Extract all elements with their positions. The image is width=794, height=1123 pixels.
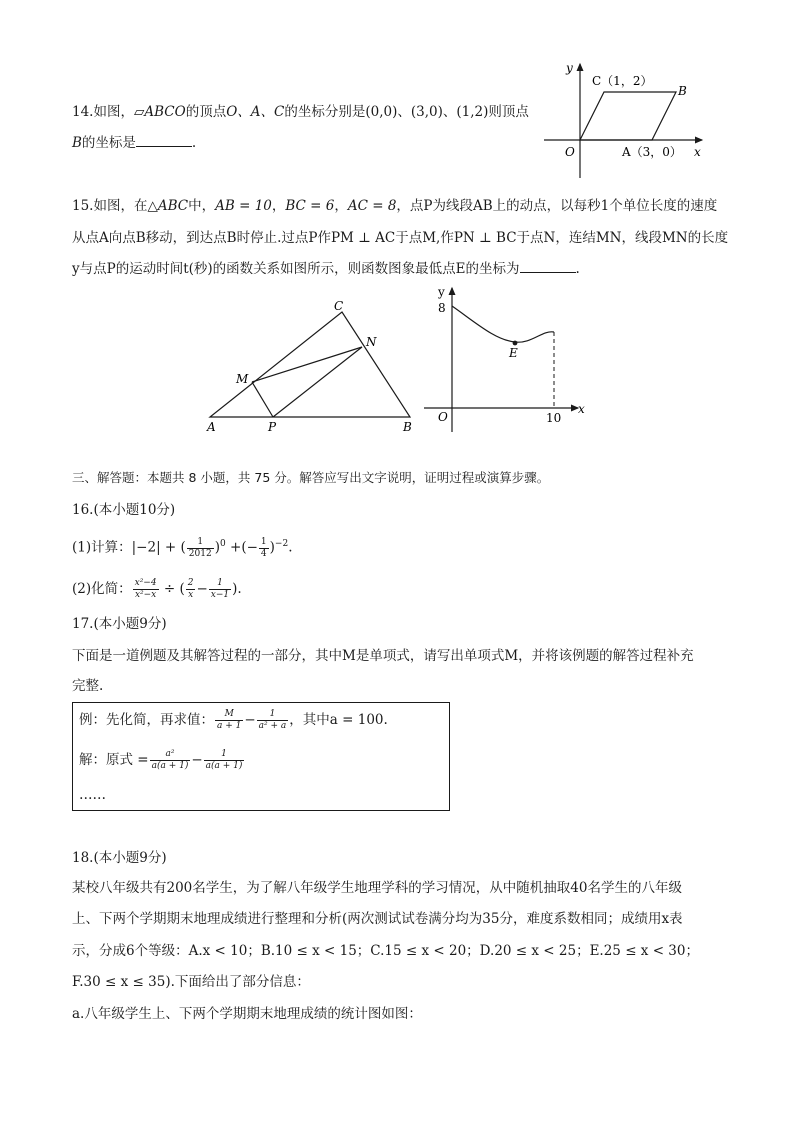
q16-p2-div: ÷ ( [159,581,185,597]
q15-end: . [575,261,580,277]
q15-label-n: N [366,335,377,349]
q15-label-a: A [207,420,216,434]
section-3-heading: 三、解答题：本题共 8 小题，共 75 分。解答应写出文字说明，证明过程或演算步骤。 [72,470,550,485]
q16-part-2 [72,578,242,601]
q15-l1-b: 中， [188,198,216,214]
q16-p2-minus: − [196,581,208,597]
q16-p1-label: (1)计算： [72,539,132,556]
q15-point-e [513,341,518,346]
q14-parallelogram [580,92,676,140]
q14-point-b: B [72,135,82,151]
q18-line-5: a.八年级学生上、下两个学期期末地理成绩的统计图如图： [72,1006,422,1022]
q14-text-a: 的顶点 [185,104,227,120]
q18-line-4: F.30 ≤ x ≤ 35).下面给出了部分信息： [72,974,310,990]
q15-graph-label-o: O [438,410,448,424]
q15-l3: y与点P的运动时间t(秒)的函数关系如图所示，则函数图象最低点E的坐标为 [72,261,520,277]
q15-ab: AB = 10 [215,198,272,214]
q17-header: 17.(本小题9分) [72,616,167,632]
q15-line-2: 从点A向点B移动，到达点B时停止.过点P作PM ⊥ AC于点M,作PN ⊥ BC于点N，连结MN，线段MN的长度 [72,230,729,246]
q15-line-3 [72,259,580,279]
q15-triangle-figure [200,296,425,438]
q16-p1-exp2: −2 [274,539,289,549]
q15-triangle: △ABC [147,198,189,214]
q15-bc: BC = 6 [285,198,335,214]
q14-prefix: 如图， [93,104,134,120]
q14-label-b: B [678,84,687,98]
q17-line-1: 下面是一道例题及其解答过程的一部分，其中M是单项式，请写出单项式M，并将该例题的解答过程补充 [72,648,694,664]
q14-text-c: 则顶点 [488,104,529,120]
q14-end: . [191,135,197,151]
q15-number: 15. [72,198,94,214]
q15-line-1: 15.如图，在△ABC中，AB = 10，BC = 6，AC = 8，点P为线段AB上的动点，以每秒1个单位长度的速度 [72,198,718,214]
q14-line-1 [72,102,529,122]
q17-line-2: 完整. [72,678,104,694]
q14-shape-name: ABCO [144,104,186,120]
q17-box-minus: − [244,712,256,728]
q16-header: 16.(本小题10分) [72,502,176,518]
q14-line-2 [72,133,196,153]
q15-label-b: B [403,420,412,434]
q16-part-1 [72,534,293,560]
q15-graph-curve [452,306,554,342]
q16-p1-close: ) [269,539,275,556]
q16-p1-end: . [288,539,293,556]
q16-p2-fraction-3: $\frac{1}{x-1}$ [210,578,230,600]
q16-p1-plus: +(− [225,539,258,556]
q16-p2-fraction-2: $\frac{2}{x}$ [187,578,194,600]
q15-ac: AC = 8 [347,198,397,214]
q17-box-minus-2: − [191,752,203,768]
q15-l1-a: 如图，在 [93,198,148,214]
q15-triangle-abc [210,312,410,417]
q16-p2-label: (2)化简： [72,581,132,597]
q16-p1-mid: ) [214,539,220,556]
q14-label-c: C（1，2） [592,74,653,88]
q18-line-1: 某校八年级共有200名学生，为了解八年级学生地理学科的学习情况，从中随机抽取40名学生的八年级 [72,880,682,896]
q15-label-p: P [268,420,277,434]
q17-box-line-3: …… [79,787,106,803]
q14-text-b: 的坐标分别是 [284,104,366,120]
q17-box-fraction-1: $\frac{M}{a + 1}$ [217,709,242,731]
q17-box-l2-a: 解：原式 = [79,752,149,768]
q17-box-l1-b: ，其中a = 100. [289,712,388,728]
q15-graph-label-e: E [509,346,518,360]
q14-answer-blank[interactable] [136,134,192,147]
q14-number: 14. [72,104,94,120]
q17-box-line-2 [79,749,245,772]
q15-label-m: M [236,372,249,386]
q18-header: 18.(本小题9分) [72,850,167,866]
q14-coords: (0,0)、(3,0)、(1,2) [365,104,489,120]
q17-box-fraction-4: $\frac{1}{a(a + 1)}$ [205,749,243,771]
q15-label-c: C [334,299,344,313]
q14-label-x: x [694,145,701,159]
q15-l1-c: ，点P为线段AB上的动点，以每秒1个单位长度的速度 [396,198,718,214]
q16-p1-fraction-2: $\frac{1}{4}$ [260,536,267,559]
q17-box-l1-a: 例：先化简，再求值： [79,712,214,728]
q14-label-a: A（3，0） [622,145,682,159]
q15-segment-pn [273,347,362,417]
q14-label-o: O [565,145,575,159]
q15-function-graph [420,282,590,434]
q14-vertices: O、A、C [226,104,285,120]
q15-answer-blank[interactable] [520,260,576,273]
q17-box-fraction-2: $\frac{1}{\text{a² + a}}$ [258,709,287,731]
q16-p2-end: ). [232,581,242,597]
q16-p1-fraction-1: $\frac{1}{2012}$ [188,536,212,559]
q15-graph-label-10: 10 [546,411,562,425]
q14-parallelogram-figure [540,58,720,180]
q14-para-symbol: ▱ [133,104,145,120]
q17-box-fraction-3: $\frac{\text{a²}}{a(a + 1)}$ [151,749,189,771]
q16-p1-abs: |−2| + ( [131,539,186,556]
q17-box-line-1 [79,709,388,732]
q16-p1-exp0: 0 [219,539,226,549]
q18-line-2: 上、下两个学期期末地理成绩进行整理和分析(两次测试试卷满分均为35分，难度系数相同；成绩用x表 [72,911,683,927]
q16-p2-fraction-1: $\frac{\text{x²−4}}{\text{x²−x}}$ [134,578,157,600]
q15-graph-label-x: x [578,402,585,416]
q15-segment-mn [252,347,362,382]
q14-text-d: 的坐标是 [81,135,136,151]
q14-label-y: y [566,61,573,75]
q15-segment-pm [252,382,273,417]
q18-line-3: 示，分成6个等级：A.x < 10；B.10 ≤ x < 15；C.15 ≤ x < 20；D.20 ≤ x < 25；E.25 ≤ x < 30； [72,943,699,959]
q17-example-box [72,702,450,811]
q15-graph-label-8: 8 [438,301,446,315]
q15-graph-label-y: y [438,285,445,299]
